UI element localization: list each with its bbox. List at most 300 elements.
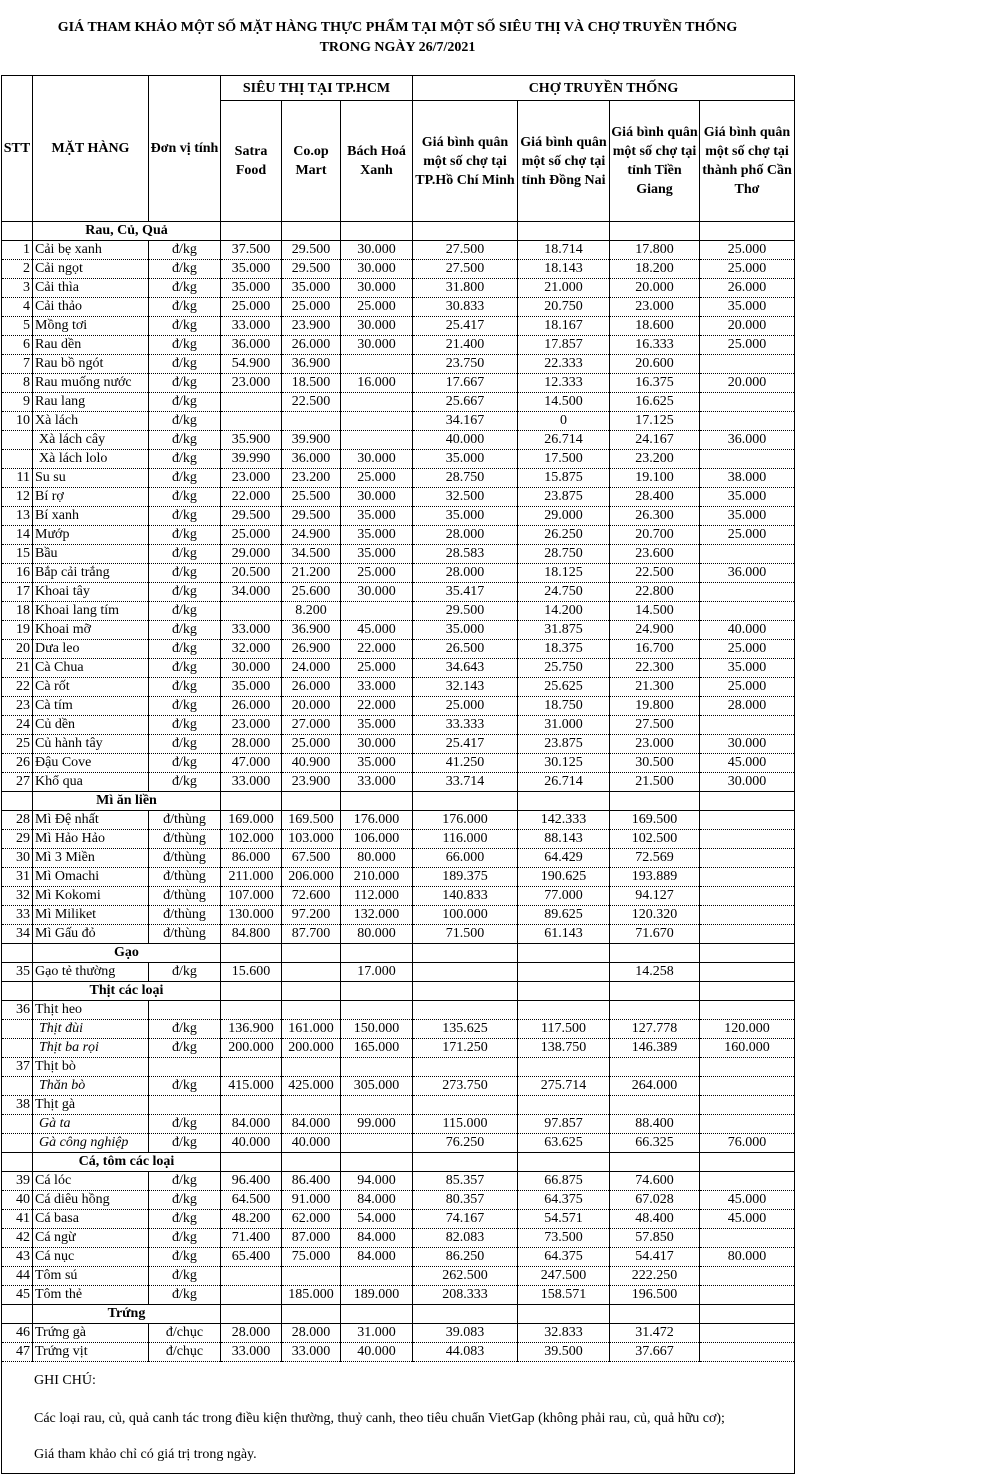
stt: 8 [2,374,33,393]
item-name: Mướp [33,526,149,545]
unit: đ/kg [149,716,221,735]
hcm-price: 80.357 [413,1191,518,1210]
unit: đ/kg [149,241,221,260]
coop-price: 8.200 [282,602,341,621]
satra-price: 33.000 [221,1343,282,1362]
header-coop: Co.op Mart [282,101,341,222]
bhx-price: 25.000 [341,659,413,678]
header-tiengiang: Giá bình quân một số chợ tại tỉnh Tiền Giang [610,101,700,222]
unit: đ/kg [149,773,221,792]
bhx-price: 150.000 [341,1020,413,1039]
satra-price: 25.000 [221,298,282,317]
cantho-price: 76.000 [700,1134,795,1153]
coop-price: 169.500 [282,811,341,830]
tiengiang-price: 169.500 [610,811,700,830]
table-row [2,1248,795,1267]
stt: 15 [2,545,33,564]
hcm-price: 34.167 [413,412,518,431]
cantho-price: 80.000 [700,1248,795,1267]
bhx-price: 80.000 [341,925,413,944]
coop-price: 161.000 [282,1020,341,1039]
stt: 3 [2,279,33,298]
bhx-price: 40.000 [341,1343,413,1362]
section-empty-cell [413,1153,518,1172]
dongnai-price: 54.571 [518,1210,610,1229]
cantho-price [700,1343,795,1362]
stt [2,1115,33,1134]
satra-price: 48.200 [221,1210,282,1229]
dongnai-price: 28.750 [518,545,610,564]
coop-price: 27.000 [282,716,341,735]
stt: 7 [2,355,33,374]
table-row [2,1001,795,1020]
table-row [2,735,795,754]
cantho-price: 20.000 [700,317,795,336]
coop-price: 28.000 [282,1324,341,1343]
bhx-price: 25.000 [341,469,413,488]
bhx-price: 30.000 [341,735,413,754]
section-empty-cell [610,1153,700,1172]
stt: 22 [2,678,33,697]
cantho-price [700,1115,795,1134]
item-name: Thịt ba rọi [33,1039,149,1058]
tiengiang-price: 222.250 [610,1267,700,1286]
item-name: Rau dền [33,336,149,355]
satra-price: 26.000 [221,697,282,716]
table-header [2,76,795,222]
stt: 42 [2,1229,33,1248]
table-row [2,868,795,887]
dongnai-price: 142.333 [518,811,610,830]
coop-price: 24.000 [282,659,341,678]
table-row [2,887,795,906]
tiengiang-price: 23.000 [610,298,700,317]
tiengiang-price: 17.800 [610,241,700,260]
bhx-price [341,1134,413,1153]
coop-price: 25.600 [282,583,341,602]
unit: đ/kg [149,298,221,317]
unit: đ/kg [149,526,221,545]
coop-price: 40.000 [282,1134,341,1153]
cantho-price [700,602,795,621]
cantho-price: 28.000 [700,697,795,716]
stt: 14 [2,526,33,545]
hcm-price [413,1001,518,1020]
hcm-price: 25.417 [413,735,518,754]
satra-price: 415.000 [221,1077,282,1096]
table-row [2,526,795,545]
cantho-price: 25.000 [700,526,795,545]
section-stt-cell [2,1153,33,1172]
hcm-price: 26.500 [413,640,518,659]
bhx-price: 35.000 [341,716,413,735]
item-name: Mì Gấu đỏ [33,925,149,944]
table-row [2,1115,795,1134]
unit: đ/kg [149,1267,221,1286]
tiengiang-price: 22.800 [610,583,700,602]
coop-price: 87.700 [282,925,341,944]
satra-price [221,1267,282,1286]
coop-price: 26.000 [282,336,341,355]
dongnai-price: 29.000 [518,507,610,526]
cantho-price: 25.000 [700,241,795,260]
tiengiang-price: 48.400 [610,1210,700,1229]
tiengiang-price: 20.600 [610,355,700,374]
dongnai-price: 31.875 [518,621,610,640]
hcm-price: 33.333 [413,716,518,735]
section-stt-cell [2,1305,33,1324]
dongnai-price [518,1096,610,1115]
satra-price: 84.000 [221,1115,282,1134]
satra-price: 96.400 [221,1172,282,1191]
header-item: MẶT HÀNG [33,76,149,222]
dongnai-price: 22.333 [518,355,610,374]
bhx-price: 30.000 [341,317,413,336]
item-name: Thịt bò [33,1058,149,1077]
cantho-price: 20.000 [700,374,795,393]
stt: 19 [2,621,33,640]
table-row [2,317,795,336]
coop-price: 40.900 [282,754,341,773]
satra-price: 29.000 [221,545,282,564]
section-empty-cell [518,1153,610,1172]
stt: 2 [2,260,33,279]
unit: đ/kg [149,507,221,526]
bhx-price: 132.000 [341,906,413,925]
dongnai-price: 18.750 [518,697,610,716]
satra-price: 35.000 [221,678,282,697]
table-body [2,222,795,1362]
stt: 34 [2,925,33,944]
tiengiang-price: 22.500 [610,564,700,583]
section-empty-cell [341,222,413,241]
item-name: Thịt gà [33,1096,149,1115]
bhx-price: 30.000 [341,336,413,355]
stt: 41 [2,1210,33,1229]
unit: đ/kg [149,317,221,336]
satra-price: 102.000 [221,830,282,849]
unit: đ/kg [149,336,221,355]
satra-price: 32.000 [221,640,282,659]
hcm-price: 33.714 [413,773,518,792]
dongnai-price: 64.375 [518,1191,610,1210]
item-name: Mì 3 Miền [33,849,149,868]
header-hcm: Giá bình quân một số chợ tại TP.Hồ Chí Minh [413,101,518,222]
hcm-price: 35.417 [413,583,518,602]
stt: 46 [2,1324,33,1343]
stt: 33 [2,906,33,925]
hcm-price: 273.750 [413,1077,518,1096]
item-name: Trứng gà [33,1324,149,1343]
cantho-price: 35.000 [700,507,795,526]
unit: đ/kg [149,1172,221,1191]
dongnai-price: 63.625 [518,1134,610,1153]
table-row [2,697,795,716]
stt: 44 [2,1267,33,1286]
hcm-price: 208.333 [413,1286,518,1305]
table-row [2,1343,795,1362]
table-row [2,1096,795,1115]
bhx-price: 84.000 [341,1191,413,1210]
stt [2,1039,33,1058]
stt: 9 [2,393,33,412]
item-name: Gà ta [33,1115,149,1134]
bhx-price: 35.000 [341,526,413,545]
unit: đ/kg [149,1191,221,1210]
unit: đ/thùng [149,868,221,887]
coop-price [282,412,341,431]
section-empty-cell [610,1305,700,1324]
dongnai-price: 64.375 [518,1248,610,1267]
unit: đ/kg [149,260,221,279]
item-name: Dưa leo [33,640,149,659]
bhx-price: 54.000 [341,1210,413,1229]
hcm-price: 32.143 [413,678,518,697]
tiengiang-price: 24.900 [610,621,700,640]
cantho-price: 35.000 [700,659,795,678]
stt: 43 [2,1248,33,1267]
satra-price: 169.000 [221,811,282,830]
coop-price [282,963,341,982]
cantho-price [700,906,795,925]
section-empty-cell [518,944,610,963]
cantho-price [700,830,795,849]
unit: đ/kg [149,963,221,982]
notes-line-2: Giá tham khảo chỉ có giá trị trong ngày. [2,1438,795,1474]
item-name: Khoai mỡ [33,621,149,640]
hcm-price: 32.500 [413,488,518,507]
table-row [2,621,795,640]
item-name: Rau muống nước [33,374,149,393]
coop-price: 34.500 [282,545,341,564]
table-row [2,1229,795,1248]
item-name: Thăn bò [33,1077,149,1096]
header-cantho: Giá bình quân một số chợ tại thành phố Cần Thơ [700,101,795,222]
dongnai-price: 23.875 [518,735,610,754]
table-row [2,1058,795,1077]
item-name: Thịt heo [33,1001,149,1020]
bhx-price [341,1058,413,1077]
dongnai-price: 66.875 [518,1172,610,1191]
section-stt-cell [2,792,33,811]
stt: 37 [2,1058,33,1077]
notes-section [2,1362,795,1474]
dongnai-price: 24.750 [518,583,610,602]
table-row [2,1134,795,1153]
tiengiang-price: 31.472 [610,1324,700,1343]
tiengiang-price: 23.000 [610,735,700,754]
section-empty-cell [700,944,795,963]
satra-price: 71.400 [221,1229,282,1248]
stt: 1 [2,241,33,260]
coop-price: 103.000 [282,830,341,849]
tiengiang-price: 71.670 [610,925,700,944]
satra-price: 200.000 [221,1039,282,1058]
table-row [2,963,795,982]
dongnai-price: 30.125 [518,754,610,773]
section-empty-cell [221,222,282,241]
coop-price: 86.400 [282,1172,341,1191]
item-name: Cá basa [33,1210,149,1229]
table-row [2,906,795,925]
section-empty-cell [610,944,700,963]
bhx-price: 33.000 [341,678,413,697]
unit: đ/thùng [149,925,221,944]
header-unit: Đơn vị tính [149,76,221,222]
hcm-price: 28.000 [413,526,518,545]
cantho-price: 30.000 [700,735,795,754]
stt: 40 [2,1191,33,1210]
bhx-price: 16.000 [341,374,413,393]
table-row [2,716,795,735]
section-empty-cell [221,1153,282,1172]
item-name: Gà công nghiệp [33,1134,149,1153]
unit: đ/kg [149,602,221,621]
satra-price: 30.000 [221,659,282,678]
bhx-price: 30.000 [341,260,413,279]
dongnai-price: 18.125 [518,564,610,583]
stt [2,1134,33,1153]
dongnai-price: 158.571 [518,1286,610,1305]
coop-price: 91.000 [282,1191,341,1210]
coop-price: 39.900 [282,431,341,450]
table-row [2,241,795,260]
hcm-price: 76.250 [413,1134,518,1153]
cantho-price: 36.000 [700,564,795,583]
table-row [2,678,795,697]
table-row [2,507,795,526]
hcm-price: 28.000 [413,564,518,583]
unit: đ/chục [149,1343,221,1362]
bhx-price: 45.000 [341,621,413,640]
unit: đ/kg [149,659,221,678]
tiengiang-price: 193.889 [610,868,700,887]
dongnai-price: 17.500 [518,450,610,469]
cantho-price [700,1001,795,1020]
bhx-price: 35.000 [341,754,413,773]
cantho-price [700,849,795,868]
unit: đ/kg [149,355,221,374]
bhx-price [341,602,413,621]
unit: đ/thùng [149,830,221,849]
section-empty-cell [282,1153,341,1172]
table-row [2,1020,795,1039]
cantho-price: 160.000 [700,1039,795,1058]
unit: đ/kg [149,1039,221,1058]
unit: đ/kg [149,678,221,697]
item-name: Tôm sú [33,1267,149,1286]
satra-price: 54.900 [221,355,282,374]
item-name: Cá diêu hồng [33,1191,149,1210]
unit: đ/kg [149,697,221,716]
hcm-price: 35.000 [413,621,518,640]
section-row [2,1153,795,1172]
unit [149,1096,221,1115]
item-name: Củ dền [33,716,149,735]
item-name: Cải thảo [33,298,149,317]
dongnai-price: 97.857 [518,1115,610,1134]
section-empty-cell [341,982,413,1001]
cantho-price [700,393,795,412]
stt: 32 [2,887,33,906]
hcm-price: 41.250 [413,754,518,773]
cantho-price [700,1267,795,1286]
hcm-price: 35.000 [413,450,518,469]
tiengiang-price: 14.258 [610,963,700,982]
unit: đ/kg [149,412,221,431]
hcm-price: 23.750 [413,355,518,374]
table-row [2,1172,795,1191]
section-title: Trứng [33,1305,221,1324]
satra-price: 28.000 [221,735,282,754]
hcm-price: 66.000 [413,849,518,868]
bhx-price: 305.000 [341,1077,413,1096]
tiengiang-price [610,1058,700,1077]
tiengiang-price: 37.667 [610,1343,700,1362]
section-empty-cell [610,792,700,811]
section-title: Thịt các loại [33,982,221,1001]
tiengiang-price: 16.700 [610,640,700,659]
item-name: Bí rợ [33,488,149,507]
table-row [2,393,795,412]
stt: 27 [2,773,33,792]
stt: 29 [2,830,33,849]
hcm-price: 35.000 [413,507,518,526]
satra-price: 211.000 [221,868,282,887]
satra-price [221,1001,282,1020]
section-empty-cell [282,222,341,241]
item-name: Cà tím [33,697,149,716]
table-row [2,925,795,944]
stt: 16 [2,564,33,583]
dongnai-price [518,1001,610,1020]
stt: 28 [2,811,33,830]
bhx-price [341,1267,413,1286]
cantho-price [700,355,795,374]
stt: 23 [2,697,33,716]
section-row [2,982,795,1001]
dongnai-price: 275.714 [518,1077,610,1096]
coop-price: 35.000 [282,279,341,298]
table-row [2,640,795,659]
coop-price: 23.200 [282,469,341,488]
coop-price: 36.000 [282,450,341,469]
tiengiang-price: 23.200 [610,450,700,469]
unit: đ/kg [149,735,221,754]
unit: đ/kg [149,1077,221,1096]
dongnai-price: 21.000 [518,279,610,298]
table-row [2,564,795,583]
table-row [2,431,795,450]
item-name: Bắp cải trắng [33,564,149,583]
dongnai-price: 0 [518,412,610,431]
hcm-price: 116.000 [413,830,518,849]
tiengiang-price: 67.028 [610,1191,700,1210]
hcm-price: 27.500 [413,241,518,260]
stt: 31 [2,868,33,887]
satra-price: 40.000 [221,1134,282,1153]
dongnai-price: 64.429 [518,849,610,868]
stt: 18 [2,602,33,621]
item-name: Xà lách lolo [33,450,149,469]
tiengiang-price: 120.320 [610,906,700,925]
item-name: Mì Kokomi [33,887,149,906]
section-empty-cell [700,982,795,1001]
tiengiang-price: 94.127 [610,887,700,906]
hcm-price [413,1058,518,1077]
bhx-price: 165.000 [341,1039,413,1058]
cantho-price [700,716,795,735]
